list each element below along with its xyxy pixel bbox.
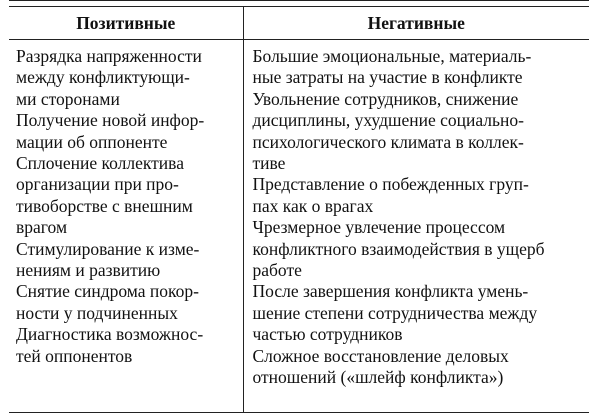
negative-item (253, 89, 586, 175)
negative-column (243, 40, 589, 413)
consequences-table (9, 6, 589, 413)
positive-item-line: Снятие синдрома покор- (16, 281, 199, 302)
negative-item-line: Сложное восстановление деловых (252, 345, 509, 366)
negative-item-line: Увольнение сотрудников, снижение (252, 88, 519, 109)
negative-item-line: дисциплины, ухудшение социально- (252, 110, 524, 131)
positive-item-line: организации при про- (16, 174, 179, 195)
positive-item-line: Стимулирование к изме- (16, 238, 200, 259)
negative-item (253, 346, 586, 389)
negative-item-line: частью сотрудников (252, 324, 403, 345)
positive-item (16, 281, 243, 324)
positive-item-line: мации об оппоненте (16, 131, 168, 152)
negative-item-line: Чрезмерное увлечение процессом (252, 217, 506, 238)
negative-item-line: отношений («шлейф конфликта») (252, 367, 504, 388)
negative-item-line: Представление о побежденных груп- (252, 174, 529, 195)
positive-item-line: ми сторонами (16, 88, 120, 109)
negative-item (253, 281, 586, 345)
negative-item (253, 174, 586, 217)
negative-item-line: конфликтного взаимодействия в ущерб (252, 238, 545, 259)
positive-item-line: тей оппонентов (16, 345, 133, 366)
negative-item-line: работе (252, 260, 302, 281)
positive-item-line: Получение новой инфор- (16, 110, 205, 131)
table-body-row (9, 40, 589, 413)
header-positive: Позитивные (9, 7, 243, 40)
positive-item-line: ности у подчиненных (16, 302, 178, 323)
positive-item-line: Сплочение коллектива (16, 153, 184, 174)
positive-item-line: Диагностика возможнос- (16, 324, 204, 345)
negative-item-line: тиве (252, 153, 286, 174)
negative-item-line: пах как о врагах (252, 195, 374, 216)
positive-item-line: тивоборстве с внешним (16, 195, 193, 216)
page-top-rule (9, 0, 589, 1)
positive-item (16, 46, 243, 110)
negative-item (253, 46, 586, 89)
negative-item-line: шение степени сотрудничества между (252, 302, 538, 323)
negative-item-line: психологического климата в коллек- (252, 131, 524, 152)
positive-item (16, 110, 243, 153)
negative-item-line: ные затраты на участие в конфликте (252, 67, 523, 88)
positive-item (16, 153, 243, 239)
positive-item (16, 324, 243, 367)
positive-item-line: между конфликтующи- (16, 67, 190, 88)
positive-item-line: Разрядка напряженности (16, 46, 202, 66)
positive-item-line: нениям и развитию (16, 260, 161, 281)
positive-item-line: врагом (16, 217, 68, 238)
positive-column (9, 40, 243, 413)
header-negative: Негативные (243, 7, 589, 40)
negative-item (253, 217, 586, 281)
negative-item-line: Большие эмоциональные, материаль- (252, 46, 532, 66)
table-header-row (9, 7, 589, 40)
positive-item (16, 239, 243, 282)
negative-item-line: После завершения конфликта умень- (252, 281, 529, 302)
